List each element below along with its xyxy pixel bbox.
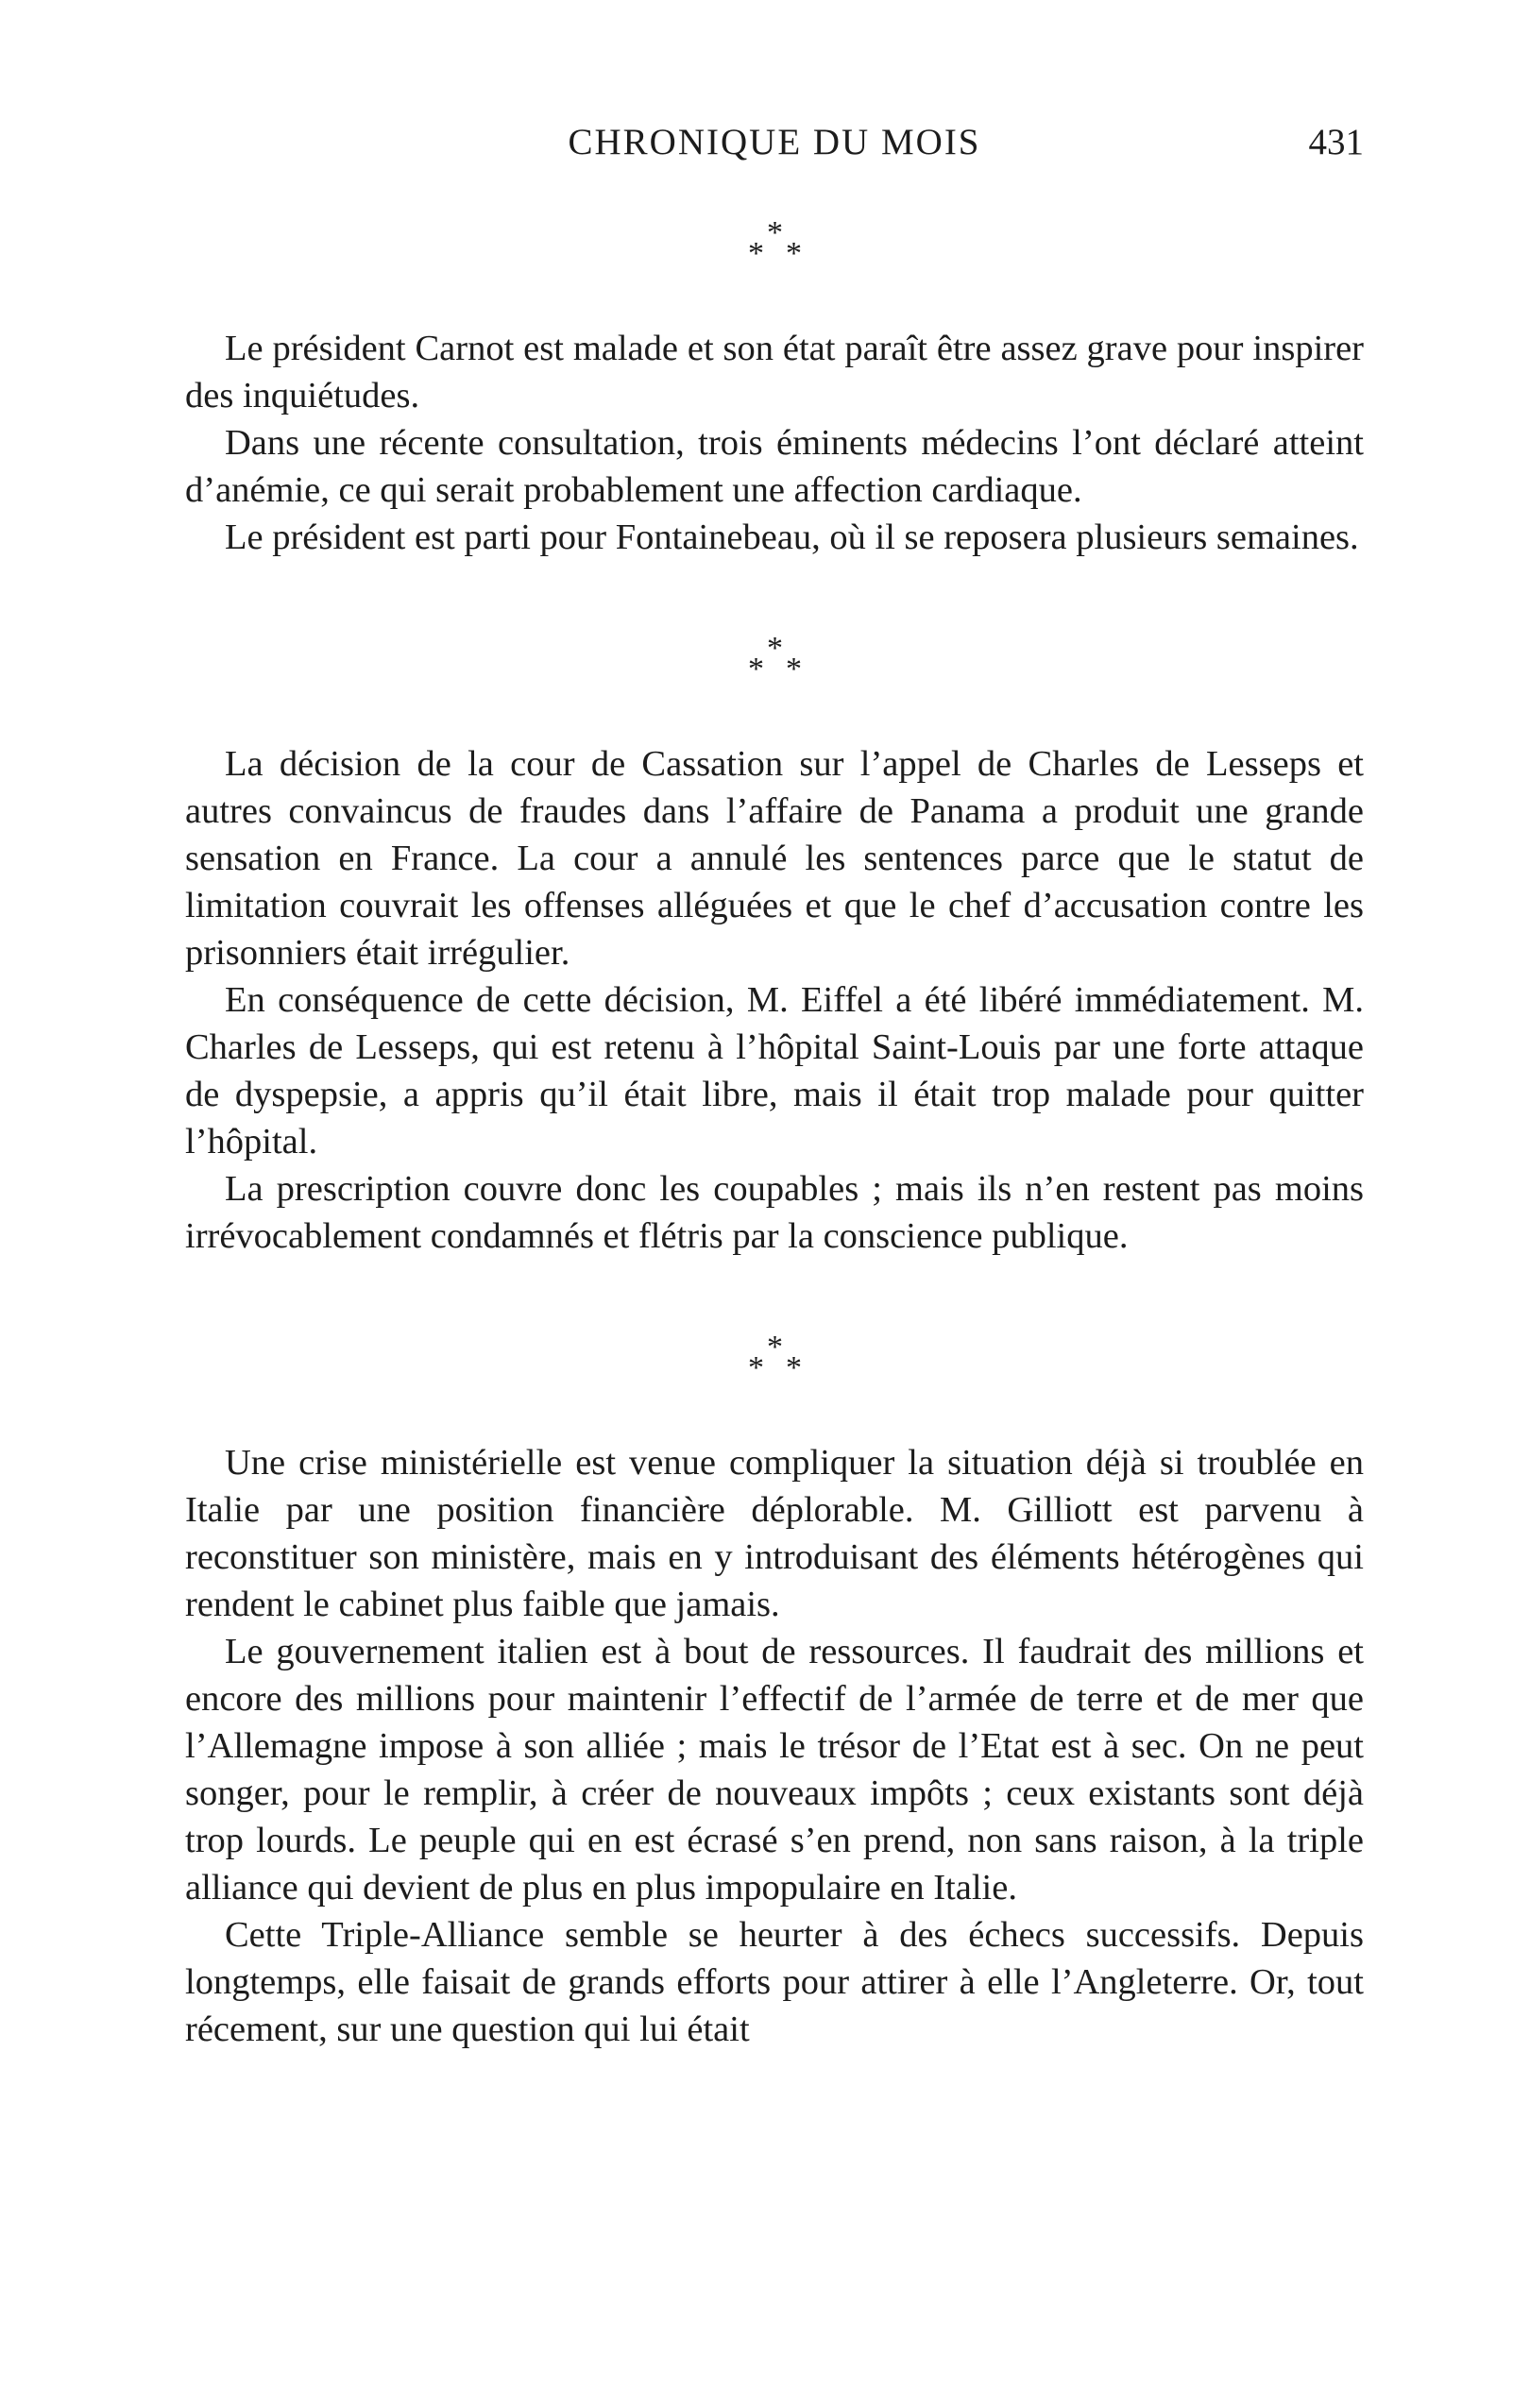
paragraph: La prescription couvre donc les coupables ; mais ils n’en restent pas moins irrévocablement condamnés et flétris par la conscience publique. <box>185 1169 1364 1256</box>
page-number: 431 <box>1308 122 1364 162</box>
page-header <box>185 121 1364 174</box>
paragraph: Le gouvernement italien est à bout de ressources. Il faudrait des millions et encore des millions pour maintenir l’effectif de l’armée de terre et de mer que l’Allemagne impose à son alliée ; mais le trésor de l’Etat est à sec. On ne peut songer, pour le remplir, à créer de nouveaux impôts ; ceux existants sont déjà trop lourds. Le peuple qui en est écrasé s’en prend, non sans raison, à la triple alliance qui devient de plus en plus impopulaire en Italie. <box>185 1632 1364 1908</box>
paragraph: Dans une récente consultation, trois éminents médecins l’ont déclaré atteint d’anémie, ce qui serait probablement une affection cardiaque. <box>185 423 1364 510</box>
paragraph: Cette Triple-Alliance semble se heurter à des échecs successifs. Depuis longtemps, elle faisait de grands efforts pour attirer à elle l’Angleterre. Or, tout récement, sur une question qui lui était <box>185 1915 1364 2049</box>
asterisk-mark: * <box>748 1350 764 1385</box>
paragraph: Une crise ministérielle est venue compliquer la situation déjà si troublée en Italie par une position financière déplorable. M. Gilliott est parvenu à reconstituer son ministère, mais en y introduisant des éléments hétérogènes qui rendent le cabinet plus faible que jamais. <box>185 1443 1364 1624</box>
paragraph: Le président est parti pour Fontainebeau, où il se reposera plusieurs semaines. <box>225 517 1359 557</box>
asterism-separator <box>746 215 803 291</box>
asterisk-mark: * <box>767 1330 783 1365</box>
page-content <box>185 215 1364 2123</box>
asterisk-mark: * <box>767 215 783 250</box>
asterisk-mark: * <box>748 652 764 687</box>
paragraph: La décision de la cour de Cassation sur l’appel de Charles de Lesseps et autres convaincus de fraudes dans l’affaire de Panama a produit une grande sensation en France. La cour a annulé les sentences parce que le statut de limitation couvrait les offenses alléguées et que le chef d’accusation contre les prisonniers était irrégulier. <box>185 744 1364 973</box>
asterisk-mark: * <box>767 631 783 666</box>
news-section-panama <box>185 740 1364 1260</box>
asterisk-mark: * <box>786 1350 802 1385</box>
running-title: CHRONIQUE DU MOIS <box>568 122 981 162</box>
news-section-italie <box>185 1439 1364 2053</box>
paragraph: Le président Carnot est malade et son état paraît être assez grave pour inspirer des inquiétudes. <box>185 329 1364 415</box>
asterisk-mark: * <box>786 652 802 687</box>
paragraph: En conséquence de cette décision, M. Eiffel a été libéré immédiatement. M. Charles de Lesseps, qui est retenu à l’hôpital Saint-Louis par une forte attaque de dyspepsie, a appris qu’il était libre, mais il était trop malade pour quitter l’hôpital. <box>185 980 1364 1162</box>
asterism-separator <box>746 1330 803 1405</box>
asterisk-mark: * <box>748 236 764 271</box>
asterisk-mark: * <box>786 236 802 271</box>
news-section-carnot <box>185 325 1364 561</box>
asterism-separator <box>746 631 803 706</box>
